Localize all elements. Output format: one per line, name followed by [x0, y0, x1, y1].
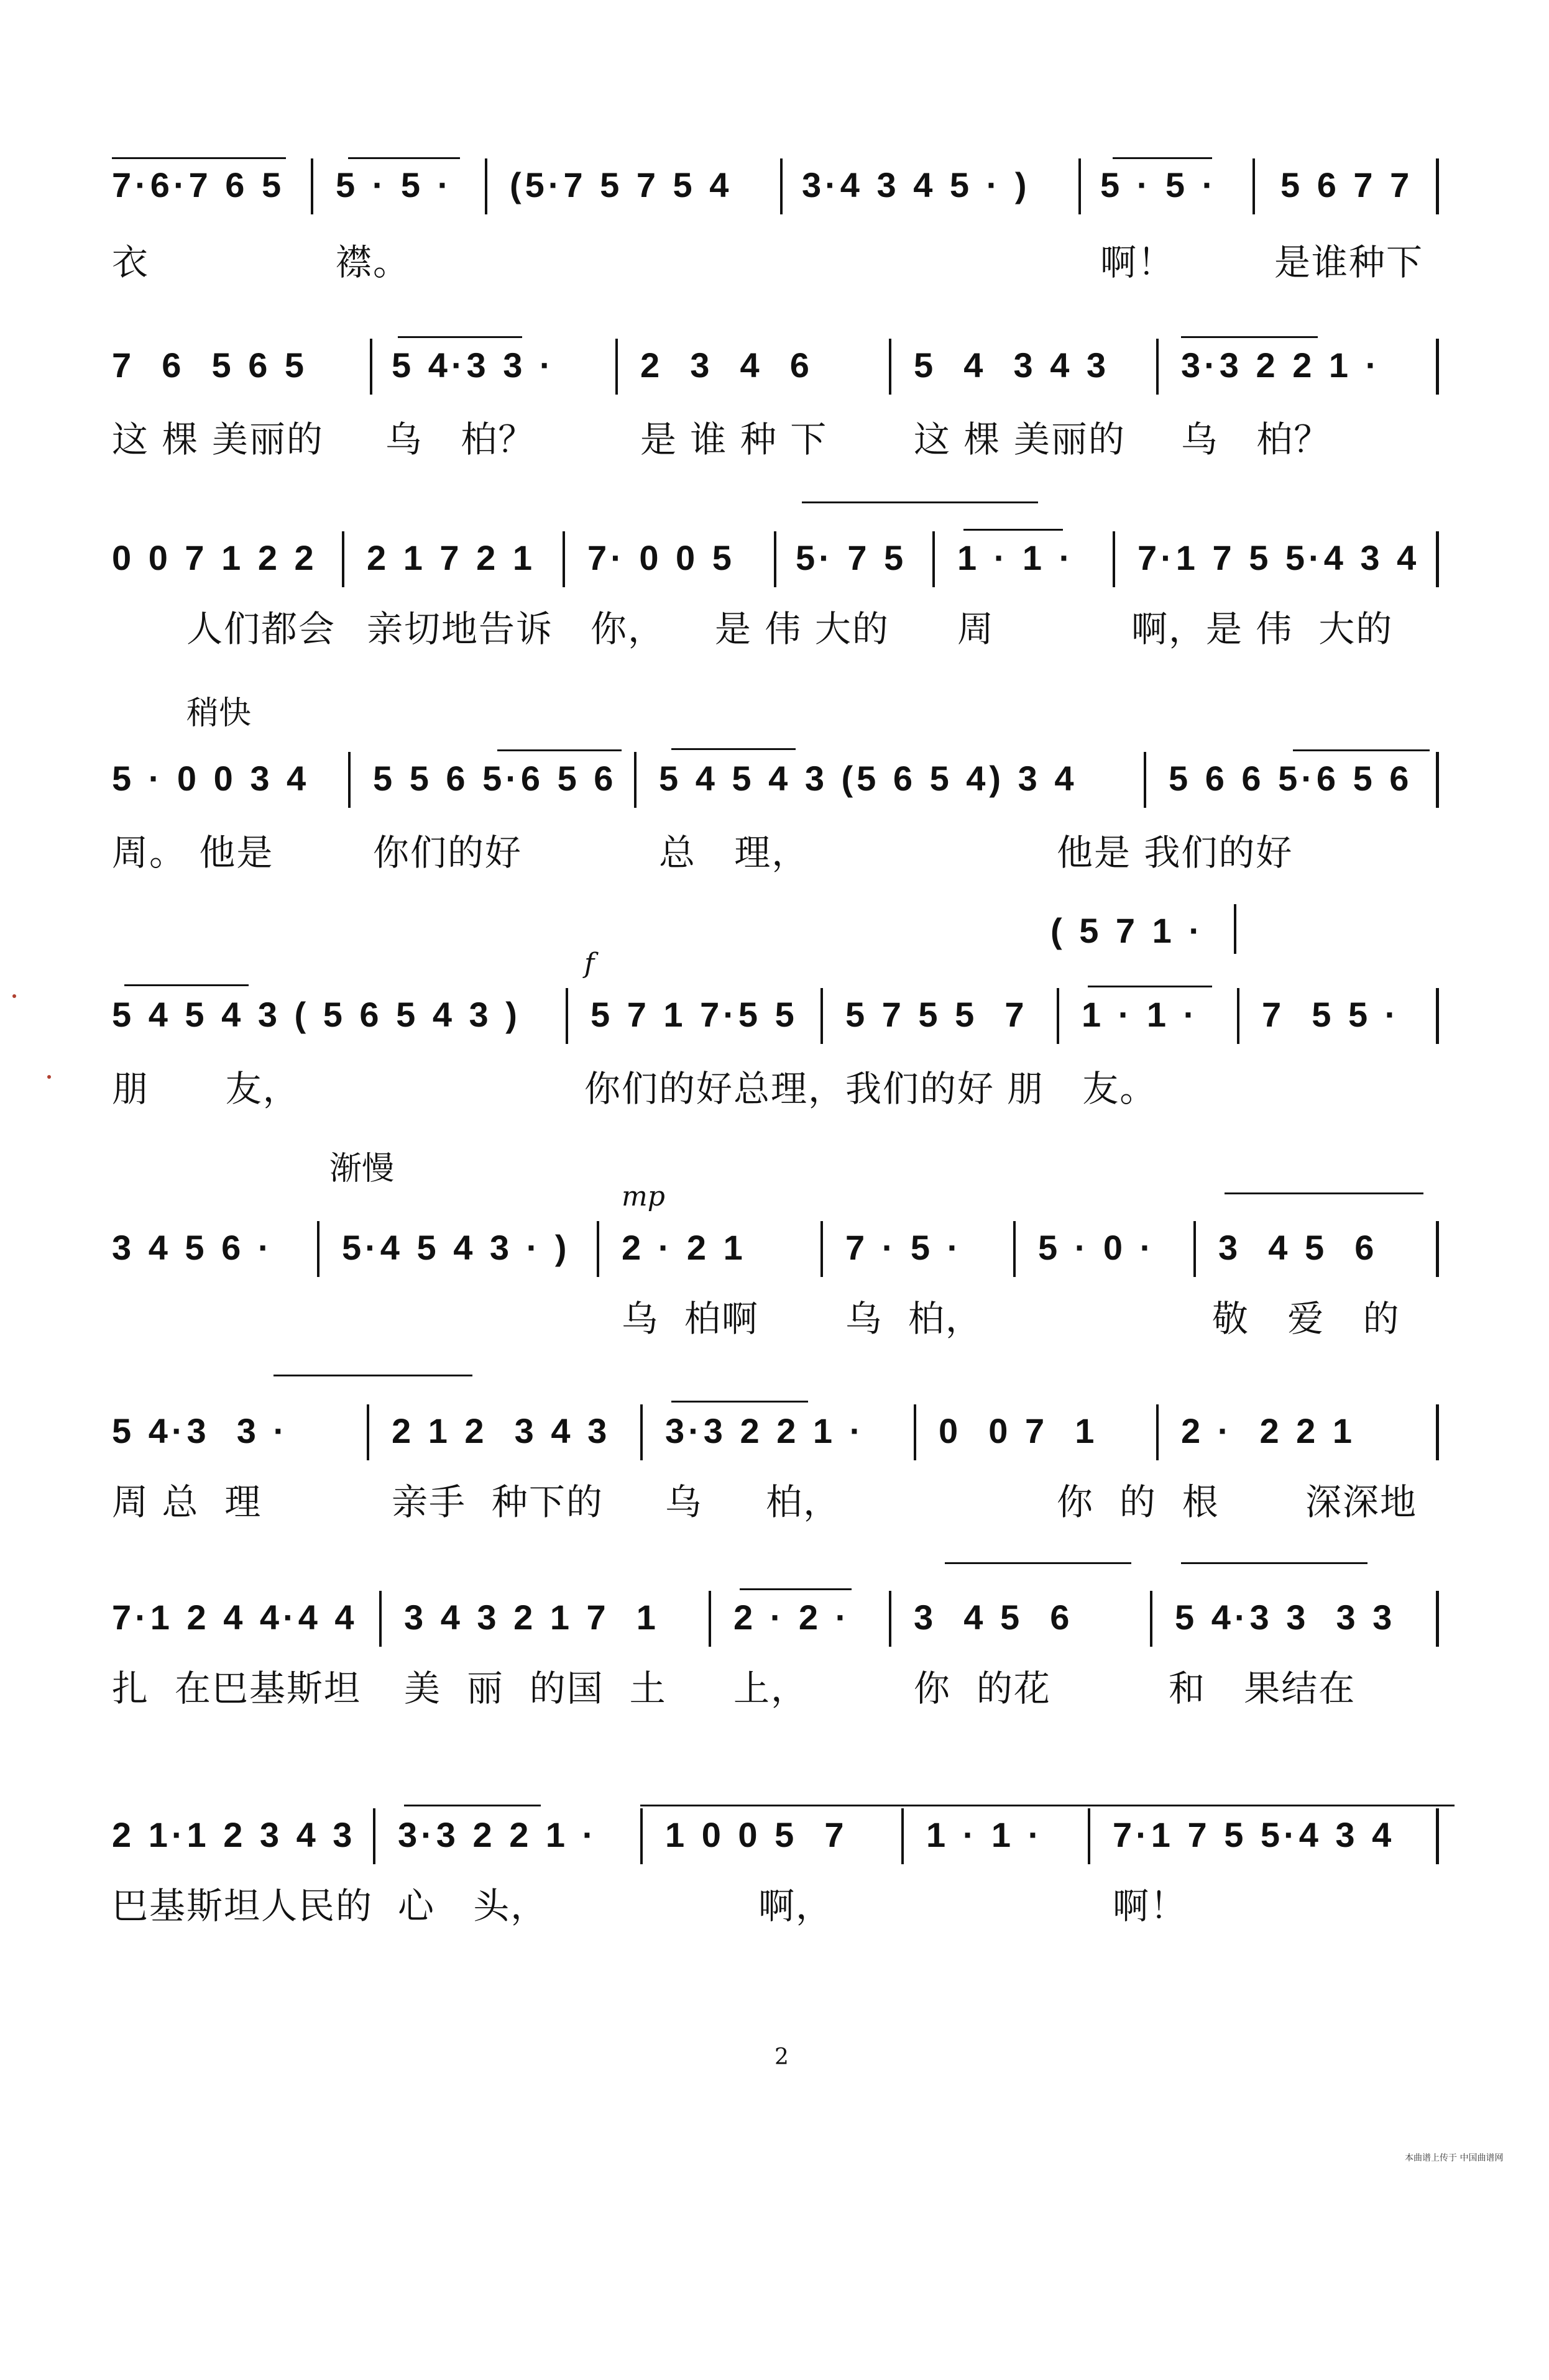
lyric: 是 谁 种 下	[640, 418, 828, 460]
slur	[740, 1588, 852, 1590]
lyric: 乌 柏啊	[622, 1298, 759, 1340]
barline	[373, 1808, 375, 1864]
measure: 7·1 7 5 5·4 3 4	[1113, 1815, 1395, 1854]
lyric: 你，	[591, 608, 666, 650]
measure: 3·3 2 2 1 ·	[1181, 346, 1381, 385]
lyric: 我们的好	[845, 1068, 995, 1110]
barline	[1436, 1591, 1439, 1647]
measure: 7 6 5 6 5	[112, 346, 308, 385]
barline	[1436, 531, 1439, 587]
slur	[1181, 336, 1318, 338]
barline	[1078, 158, 1081, 214]
measure: 5· 7 5	[796, 538, 908, 577]
lyric: 啊，	[758, 1885, 834, 1927]
barline	[1436, 1808, 1439, 1864]
barline	[889, 339, 891, 395]
lyric: 上，	[733, 1667, 809, 1709]
measure: 7·6·7 6 5	[112, 165, 285, 204]
measure: 0 0 7 1 2 2	[112, 538, 318, 577]
measure: 5 4·3 3 ·	[392, 346, 555, 385]
barline	[1113, 531, 1115, 587]
lyric: 啊，是 伟 大的	[1131, 608, 1394, 650]
decrescendo-hairpin	[273, 1375, 472, 1376]
lyric: 乌 柏？	[1181, 418, 1331, 460]
lyric: 乌 柏，	[665, 1481, 841, 1523]
barline	[1150, 1591, 1152, 1647]
measure: 5 · 0 0 3 4	[112, 759, 310, 798]
lyric-line	[112, 823, 1448, 873]
barline	[780, 158, 783, 214]
slur	[124, 984, 249, 986]
lyric-line	[112, 1473, 1448, 1522]
barline	[367, 1404, 369, 1460]
slur	[398, 336, 522, 338]
barline	[1436, 158, 1439, 214]
lyric-line	[112, 1877, 1448, 1926]
barline	[889, 1591, 891, 1647]
barline	[563, 531, 565, 587]
measure: 5 · 0 ·	[1038, 1228, 1156, 1267]
lyric: 扎 在巴基斯坦	[112, 1667, 361, 1709]
lyric: 啊！	[1100, 241, 1175, 283]
notation-line	[112, 994, 1448, 1050]
barline	[1436, 752, 1439, 808]
barline	[566, 988, 568, 1044]
lyric: 啊！	[1113, 1885, 1188, 1927]
barline	[1144, 752, 1146, 808]
barline	[1436, 1404, 1439, 1460]
lyric: 心 头，	[398, 1885, 548, 1927]
lyric: 你 的 根	[1057, 1481, 1220, 1523]
measure: 5 6 6 5·6 5 6	[1169, 759, 1413, 798]
tempo-directive: 渐慢	[329, 1150, 395, 1188]
barline	[311, 158, 313, 214]
lyric: 周	[957, 608, 995, 650]
notation-line	[112, 758, 1448, 814]
barline	[1156, 1404, 1159, 1460]
barline	[1436, 339, 1439, 395]
measure: 5 4 5 4 3 ( 5 6 5 4 3 )	[112, 995, 521, 1034]
notation-line	[112, 538, 1448, 593]
lyric-line	[112, 600, 1448, 649]
barline	[370, 339, 372, 395]
measure: 3 4 5 6 ·	[112, 1228, 273, 1267]
slur	[112, 157, 286, 159]
barline	[1156, 339, 1159, 395]
barline	[1436, 988, 1439, 1044]
measure: 1 · 1 ·	[926, 1815, 1044, 1854]
measure: 2 1 7 2 1	[367, 538, 536, 577]
barline	[1237, 988, 1239, 1044]
measure: 1 · 1 ·	[1082, 995, 1199, 1034]
slur	[963, 529, 1063, 531]
lyric: 敬 爱 的	[1212, 1298, 1400, 1340]
barline	[317, 1221, 319, 1277]
measure: 3·3 2 2 1 ·	[665, 1411, 865, 1450]
slur	[404, 1805, 541, 1806]
barline	[342, 531, 344, 587]
lyric: 和 果结在	[1169, 1667, 1356, 1709]
measure: 7· 0 0 5	[587, 538, 735, 577]
barline	[640, 1404, 643, 1460]
measure: (5·7 5 7 5 4	[510, 165, 733, 204]
slur	[671, 1401, 808, 1403]
measure: 3·4 3 4 5 · )	[802, 165, 1031, 204]
decrescendo-hairpin	[1181, 1562, 1367, 1564]
barline	[640, 1808, 643, 1864]
measure: 3 4 5 6	[914, 1598, 1073, 1637]
measure: 0 0 7 1	[939, 1411, 1098, 1450]
lyric: 他是 我们的好	[1057, 831, 1294, 874]
measure: 5 5 6 5·6 5 6	[373, 759, 617, 798]
lyric-line	[112, 233, 1448, 283]
footer-note: 本曲谱上传于 中国曲谱网	[1405, 2153, 1504, 2163]
barline	[1057, 988, 1059, 1044]
lyric: 是 伟 大的	[715, 608, 889, 650]
measure: 7·1 2 4 4·4 4	[112, 1598, 358, 1637]
measure: 1 0 0 5 7	[665, 1815, 848, 1854]
page-number: 2	[774, 2044, 789, 2070]
crescendo-hairpin	[802, 501, 1038, 503]
lyric: 朋 友，	[112, 1068, 300, 1110]
notation-line	[112, 165, 1448, 221]
barline	[597, 1221, 599, 1277]
barline	[820, 988, 823, 1044]
slur	[1088, 986, 1212, 987]
measure: 5 · 5 ·	[336, 165, 453, 204]
lyric: 亲手 种下的	[392, 1481, 604, 1523]
lyric: 亲切地告诉	[367, 608, 554, 650]
measure: 3 4 3 2 1 7 1	[404, 1598, 660, 1637]
measure: 7 5 5 ·	[1262, 995, 1400, 1034]
notation-line	[112, 345, 1448, 401]
notation-line	[112, 1411, 1448, 1467]
lyric: 朋 友。	[1007, 1068, 1157, 1110]
lyric: 你们的好	[373, 831, 523, 874]
lyric: 深深地	[1305, 1481, 1418, 1523]
measure: 5 6 7 7	[1280, 165, 1413, 204]
barline	[914, 1404, 916, 1460]
measure: 3 4 5 6	[1218, 1228, 1378, 1267]
barline	[774, 531, 776, 587]
measure: 2 3 4 6	[640, 346, 813, 385]
dynamic-mezzo-piano: mp	[622, 1181, 665, 1212]
barline	[634, 752, 637, 808]
notation-line	[112, 1815, 1448, 1870]
barline	[709, 1591, 711, 1647]
barline	[348, 752, 351, 808]
barline	[1088, 1808, 1090, 1864]
lyric-line	[112, 1289, 1448, 1339]
measure: 5 4·3 3 3 3	[1175, 1598, 1396, 1637]
measure: 2 · 2 2 1	[1181, 1411, 1356, 1450]
barline	[615, 339, 618, 395]
lyric: 襟。	[336, 241, 411, 283]
lyric-line	[112, 1659, 1448, 1709]
barline	[1436, 1221, 1439, 1277]
measure: 5 7 5 5 7	[845, 995, 1028, 1034]
barline	[820, 1221, 823, 1277]
notation-line	[112, 1227, 1448, 1283]
scan-speck	[12, 994, 16, 998]
barline	[1193, 1221, 1196, 1277]
scan-speck	[47, 1075, 51, 1079]
barline	[1234, 904, 1236, 954]
measure: 2 · 2 1	[622, 1228, 747, 1267]
lyric: 你们的好总理，	[584, 1068, 846, 1110]
lyric-line	[112, 410, 1448, 460]
measure: 5·4 5 4 3 · )	[342, 1228, 571, 1267]
lyric: 人们都会	[186, 608, 336, 650]
slur	[671, 748, 796, 750]
measure: 7·1 7 5 5·4 3 4	[1138, 538, 1420, 577]
measure: 2 1·1 2 3 4 3	[112, 1815, 356, 1854]
slur	[640, 1805, 1455, 1806]
lyric: 乌 柏？	[385, 418, 536, 460]
barline	[485, 158, 487, 214]
slur	[348, 157, 460, 159]
measure: 5 4·3 3 ·	[112, 1411, 289, 1450]
lyric: 美 丽 的国 土	[404, 1667, 667, 1709]
lyric: 总 理，	[659, 831, 809, 874]
measure: ( 5 7 1 ·	[1050, 911, 1204, 950]
lyric: 你 的花	[914, 1667, 1051, 1709]
lyric: 乌 柏，	[845, 1298, 983, 1340]
lyric: 是谁种下	[1274, 241, 1424, 283]
lyric: 巴基斯坦人民的	[112, 1885, 374, 1927]
measure: 5 4 3 4 3	[914, 346, 1110, 385]
cue-notation	[1050, 910, 1237, 966]
crescendo-hairpin	[945, 1562, 1131, 1564]
barline	[1253, 158, 1255, 214]
notation-line	[112, 1597, 1448, 1653]
measure: 3·3 2 2 1 ·	[398, 1815, 598, 1854]
tempo-directive: 稍快	[186, 695, 252, 732]
measure: 5 4 5 4 3 (5 6 5 4) 3 4	[659, 759, 1078, 798]
barline	[901, 1808, 904, 1864]
crescendo-hairpin	[1225, 1192, 1423, 1194]
slur	[497, 749, 622, 751]
lyric-line	[112, 1060, 1448, 1109]
barline	[379, 1591, 382, 1647]
lyric: 周。 他是	[112, 831, 274, 874]
lyric: 衣	[112, 241, 150, 283]
dynamic-forte: f	[584, 948, 595, 979]
measure: 5 7 1 7·5 5	[591, 995, 798, 1034]
slur	[1113, 157, 1212, 159]
measure: 5 · 5 ·	[1100, 165, 1218, 204]
measure: 2 · 2 ·	[733, 1598, 851, 1637]
measure: 7 · 5 ·	[845, 1228, 963, 1267]
lyric: 这 棵 美丽的	[112, 418, 324, 460]
slur	[1293, 749, 1430, 751]
barline	[1013, 1221, 1016, 1277]
measure: 1 · 1 ·	[957, 538, 1075, 577]
measure: 2 1 2 3 4 3	[392, 1411, 611, 1450]
barline	[932, 531, 935, 587]
lyric: 周 总 理	[112, 1481, 262, 1523]
lyric: 这 棵 美丽的	[914, 418, 1126, 460]
